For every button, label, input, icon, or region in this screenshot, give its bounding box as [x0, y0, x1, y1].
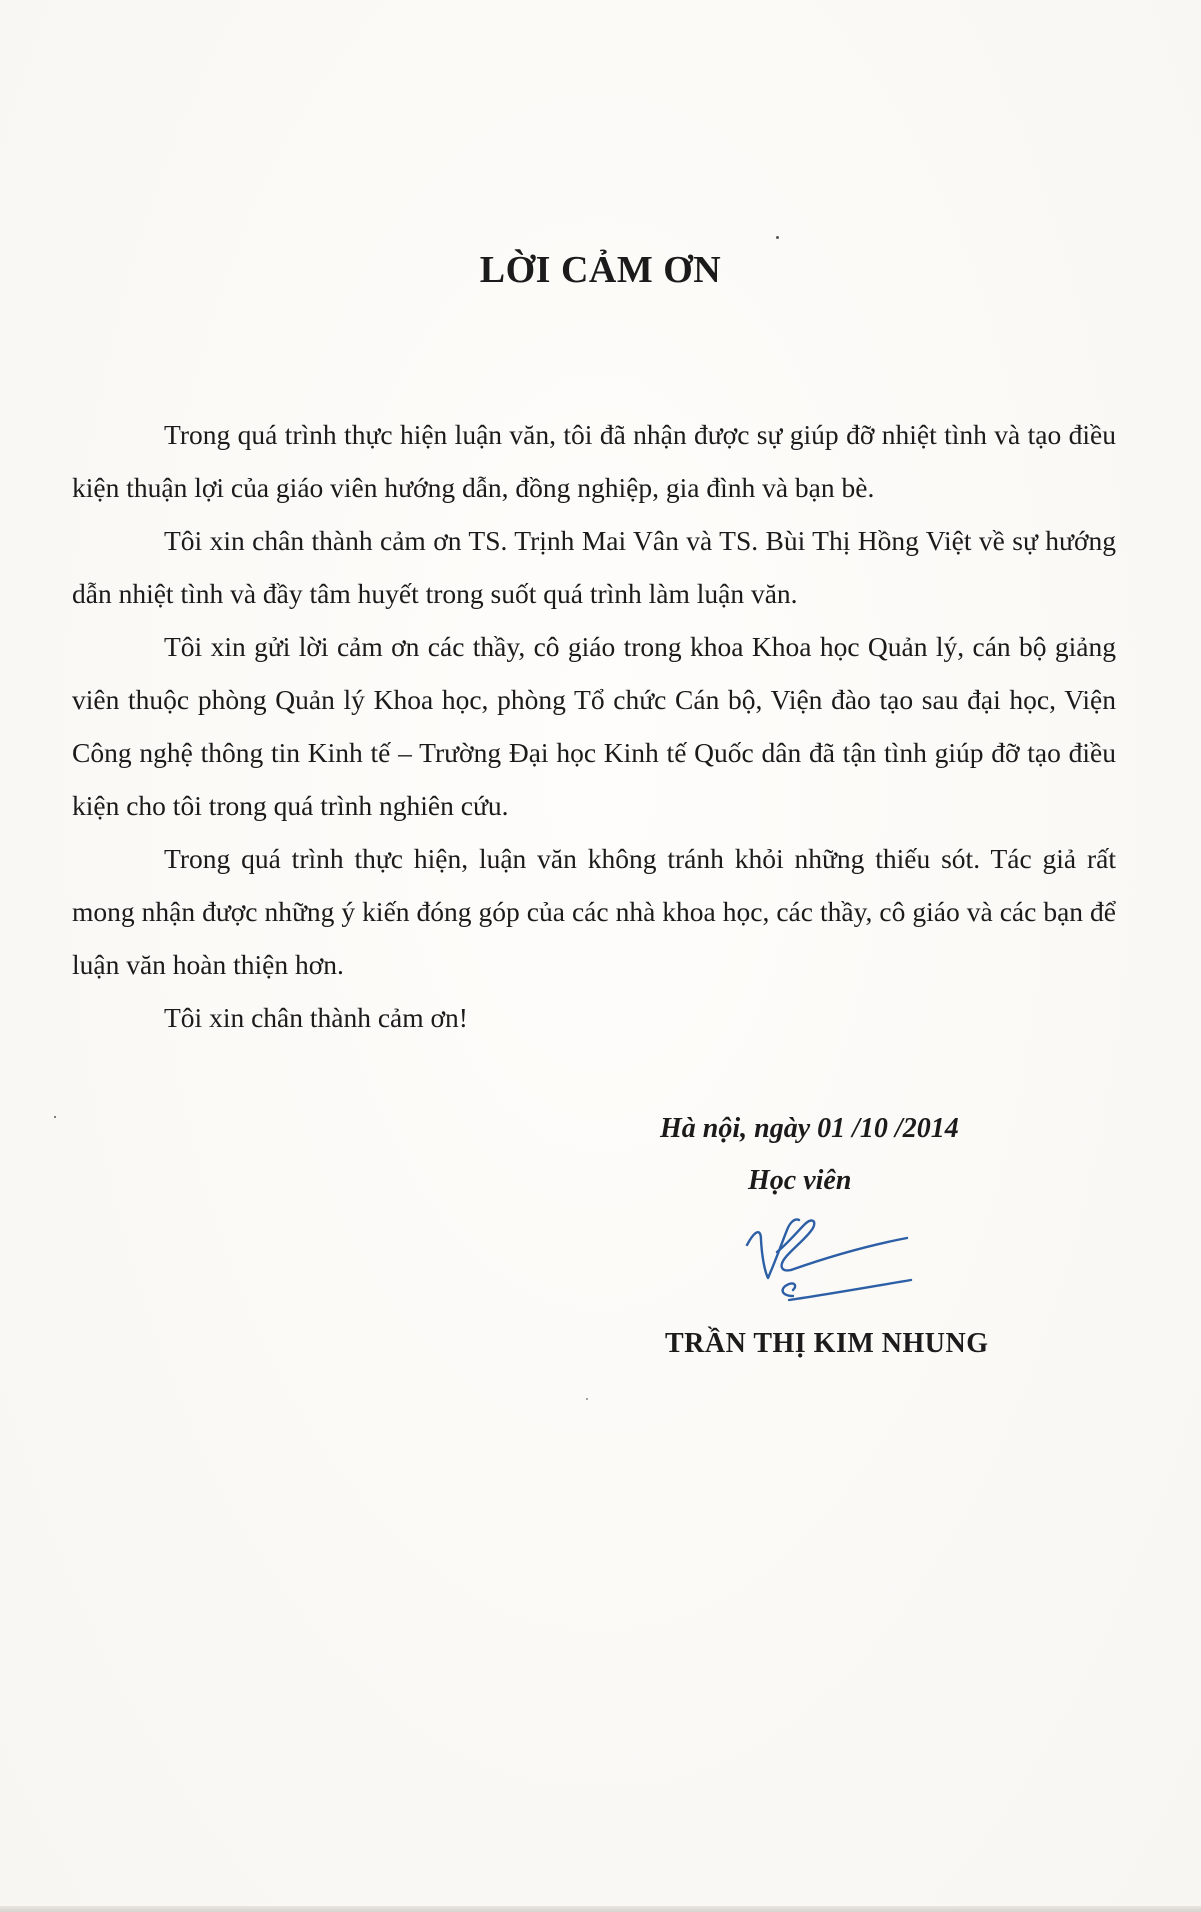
paragraph-2: Tôi xin chân thành cảm ơn TS. Trịnh Mai Vân và TS. Bùi Thị Hồng Việt về sự hướng dẫn nhiệt tình và đầy tâm huyết trong suốt quá trình làm luận văn. — [72, 525, 1116, 609]
acknowledgement-body — [72, 408, 1116, 1044]
paragraph-3: Tôi xin gửi lời cảm ơn các thầy, cô giáo trong khoa Khoa học Quản lý, cán bộ giảng viên thuộc phòng Quản lý Khoa học, phòng Tổ chức Cán bộ, Viện đào tạo sau đại học, Viện Công nghệ thông tin Kinh tế – Trường Đại học Kinh tế Quốc dân đã tận tình giúp đỡ tạo điều kiện cho tôi trong quá trình nghiên cứu. — [72, 631, 1116, 821]
signer-role: Học viên — [748, 1165, 852, 1196]
signature-icon — [735, 1200, 915, 1315]
page-title: LỜI CẢM ƠN — [479, 249, 722, 291]
date-line: Hà nội, ngày 01 /10 /2014 — [660, 1113, 959, 1144]
scan-speck — [54, 1116, 56, 1118]
paragraph-4: Trong quá trình thực hiện, luận văn không tránh khỏi những thiếu sót. Tác giả rất mong nhận được những ý kiến đóng góp của các nhà khoa học, các thầy, cô giáo và các bạn để luận văn hoàn thiện hơn. — [72, 843, 1116, 980]
scan-speck — [586, 1398, 588, 1400]
scan-speck — [776, 236, 779, 239]
paragraph-1: Trong quá trình thực hiện luận văn, tôi đã nhận được sự giúp đỡ nhiệt tình và tạo điều kiện thuận lợi của giáo viên hướng dẫn, đồng nghiệp, gia đình và bạn bè. — [72, 419, 1116, 503]
signer-name: TRẦN THỊ KIM NHUNG — [665, 1328, 989, 1359]
scan-edge — [0, 1906, 1201, 1912]
paragraph-5: Tôi xin chân thành cảm ơn! — [164, 1002, 468, 1033]
